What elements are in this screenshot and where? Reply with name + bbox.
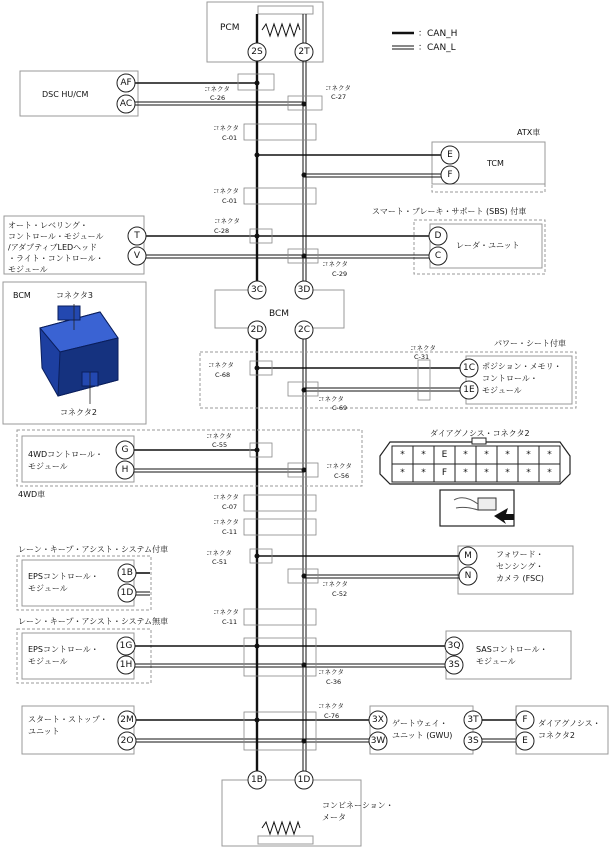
bcm-pin-2d: 2D [250, 325, 264, 335]
svg-text:ダイアグノシス・: ダイアグノシス・ [538, 719, 601, 728]
svg-text:C-69: C-69 [332, 404, 348, 412]
svg-text:コネクタ: コネクタ [410, 344, 436, 352]
meter-module [222, 771, 394, 846]
svg-text:EPSコントロール・: EPSコントロール・ [28, 572, 99, 581]
svg-text:モジュール: モジュール [28, 462, 68, 471]
legend [392, 29, 457, 53]
svg-text:コネクタ: コネクタ [322, 260, 348, 268]
connector-c76 [244, 701, 344, 750]
fourwd-pin-h: G [121, 445, 129, 455]
dlc-pin-label: F [441, 468, 448, 478]
svg-text:コネクタ: コネクタ [213, 187, 239, 195]
dlc-pin-label: * [547, 450, 552, 460]
svg-text:C-28: C-28 [214, 227, 230, 235]
dlc-pin-label: * [484, 468, 489, 478]
svg-text:C-07: C-07 [222, 503, 238, 511]
svg-text:C-26: C-26 [210, 94, 226, 102]
eps1-note: レーン・キープ・アシスト・システム付車 [18, 545, 169, 554]
gwu-module [369, 706, 516, 754]
svg-text:コネクタ: コネクタ [213, 608, 239, 616]
svg-text:モジュール: モジュール [28, 657, 68, 666]
legend-can-h: ：CAN_H [418, 29, 458, 39]
svg-text:C-56: C-56 [334, 472, 350, 480]
svg-text:ポジション・メモリ・: ポジション・メモリ・ [482, 362, 562, 371]
svg-text:コネクタ: コネクタ [318, 702, 344, 710]
fourwd-pin-l: H [121, 465, 129, 475]
dlc-pin-label: * [547, 468, 552, 478]
svg-text:C-51: C-51 [212, 558, 228, 566]
fsc-module [255, 546, 574, 594]
svg-text:C-01: C-01 [222, 197, 238, 205]
connector-c01-b [213, 186, 316, 205]
dlc-pin-label: E [441, 450, 448, 460]
svg-text:コネクタ: コネクタ [318, 395, 344, 403]
dlc-pin-label: * [463, 468, 468, 478]
bcm-pin-3d: 3D [297, 285, 311, 295]
dlc-pin-grid [392, 446, 560, 482]
connector-c07 [213, 492, 316, 511]
pcm-label: PCM [220, 23, 240, 33]
svg-text:モジュール: モジュール [476, 657, 516, 666]
eps2-pin-l: 1H [119, 660, 133, 670]
bcm-photo-panel [3, 282, 146, 424]
auto-level-pin-h: T [134, 231, 140, 241]
svg-text:C-55: C-55 [212, 441, 228, 449]
connector-c27 [288, 83, 351, 110]
tcm-note: ATX車 [517, 128, 541, 137]
diag-connector2-module [516, 706, 608, 754]
diag2-pin-l: E [522, 736, 528, 746]
svg-text:コネクタ: コネクタ [213, 518, 239, 526]
svg-text:コネクタ: コネクタ [204, 85, 230, 93]
svg-text:メータ: メータ [322, 813, 346, 822]
fsc-pin-l: N [464, 571, 472, 581]
connector-c55 [206, 431, 272, 457]
svg-text:ユニット: ユニット [28, 727, 60, 736]
svg-text:モジュール: モジュール [8, 265, 48, 274]
dlc-pin-label: * [463, 450, 468, 460]
svg-text:コンビネーション・: コンビネーション・ [322, 801, 394, 810]
dlc-pin-label: * [484, 450, 489, 460]
eps-lkas-module [17, 544, 168, 610]
can-trunk [257, 14, 306, 840]
fourwd-note: 4WD車 [18, 490, 46, 499]
meter-pin-l: 1D [297, 775, 311, 785]
bcm-pin-2c: 2C [297, 325, 311, 335]
connector-c68 [208, 360, 272, 379]
eps1-pin-h: 1B [121, 568, 133, 578]
svg-text:EPSコントロール・: EPSコントロール・ [28, 645, 99, 654]
svg-text:コネクタ2: コネクタ2 [538, 731, 575, 740]
tcm-pin-h: E [447, 150, 453, 160]
sas-pin-l: 3S [448, 660, 460, 670]
dlc-pin-label: * [421, 468, 426, 478]
svg-text:フォワード・: フォワード・ [496, 550, 544, 559]
svg-text:ゲートウェイ・: ゲートウェイ・ [392, 719, 448, 728]
svg-text:4WDコントロール・: 4WDコントロール・ [28, 450, 103, 459]
tcm-pin-l: F [447, 170, 453, 180]
bcm-label: BCM [269, 309, 290, 319]
pcm-pin-h: 2S [251, 47, 263, 57]
svg-text:C-52: C-52 [332, 590, 348, 598]
dlc-pin-label: * [526, 450, 531, 460]
dsc-pin-l: AC [119, 99, 133, 109]
gwu-pin-3x: 3X [372, 715, 384, 725]
gwu-pin-3t: 3T [467, 715, 479, 725]
gwu-pin-3s: 3S [467, 736, 479, 746]
svg-text:コントロール・モジュール: コントロール・モジュール [8, 232, 104, 241]
bcm-photo-title: BCM [13, 291, 31, 300]
svg-text:モジュール: モジュール [482, 386, 522, 395]
eps1-pin-l: 1D [120, 588, 134, 598]
sas-pin-h: 3Q [447, 641, 461, 651]
power-seat-pin-h: 1C [462, 363, 476, 373]
start-stop-module [22, 706, 370, 754]
svg-text:コネクタ: コネクタ [214, 217, 240, 225]
connector-c11-b [213, 607, 316, 626]
connector-c11-a [213, 517, 316, 536]
svg-text:モジュール: モジュール [28, 584, 68, 593]
connector-c01-a [213, 123, 316, 142]
svg-text:C-01: C-01 [222, 134, 238, 142]
eps-no-lkas-module [17, 616, 446, 683]
diag2-pin-h: F [522, 715, 528, 725]
svg-text:・ライト・コントロール・: ・ライト・コントロール・ [8, 254, 104, 263]
svg-text:C-29: C-29 [332, 270, 348, 278]
svg-text:コネクタ: コネクタ [325, 84, 351, 92]
startstop-pin-h: 2M [120, 715, 134, 725]
eps2-note: レーン・キープ・アシスト・システム無車 [18, 617, 169, 626]
power-seat-pin-l: 1E [463, 385, 475, 395]
svg-text:/アダプティブLEDヘッド: /アダプティブLEDヘッド [8, 243, 98, 252]
dlc-pin-label: * [421, 450, 426, 460]
pcm-pin-l: 2T [298, 47, 310, 57]
connector-c51 [206, 548, 272, 566]
svg-text:コネクタ: コネクタ [206, 549, 232, 557]
fsc-pin-h: M [464, 551, 472, 561]
tcm-module [255, 127, 546, 192]
dlc-pin-label: * [505, 468, 510, 478]
dsc-label: DSC HU/CM [42, 90, 89, 99]
startstop-pin-l: 2O [120, 736, 134, 746]
svg-text:カメラ (FSC): カメラ (FSC) [496, 574, 544, 583]
connector-c52 [288, 569, 348, 598]
dlc-pin-label: * [526, 468, 531, 478]
terminator-resistor-top [262, 24, 300, 36]
radar-label: レーダ・ユニット [456, 241, 520, 250]
svg-text:オート・レベリング・: オート・レベリング・ [8, 221, 88, 230]
sas-module [445, 631, 571, 679]
svg-text:スタート・ストップ・: スタート・ストップ・ [28, 715, 108, 724]
radar-pin-l: C [434, 251, 442, 261]
radar-pin-h: D [434, 231, 442, 241]
svg-text:コネクタ: コネクタ [322, 580, 348, 588]
gwu-pin-3w: 3W [370, 736, 386, 746]
svg-text:C-76: C-76 [324, 712, 340, 720]
svg-text:C-31: C-31 [414, 353, 430, 361]
fourwd-module [17, 430, 362, 499]
dlc-pin-label: * [400, 468, 405, 478]
connector-c26 [204, 74, 274, 102]
dlc-title: ダイアグノシス・コネクタ2 [430, 429, 530, 438]
eps2-pin-h: 1G [119, 641, 133, 651]
tcm-label: TCM [487, 159, 504, 168]
bcm-module [215, 281, 344, 339]
diagnosis-connector-graphic [380, 429, 570, 526]
svg-text:C-68: C-68 [215, 371, 231, 379]
bcm-photo-c2: コネクタ2 [60, 408, 97, 417]
svg-text:コネクタ: コネクタ [318, 668, 344, 676]
legend-can-l: ：CAN_L [418, 43, 456, 53]
svg-text:コネクタ: コネクタ [206, 432, 232, 440]
svg-text:コントロール・: コントロール・ [482, 374, 538, 383]
svg-text:コネクタ: コネクタ [326, 462, 352, 470]
power-seat-note: パワー・シート付車 [494, 339, 566, 348]
svg-text:コネクタ: コネクタ [213, 493, 239, 501]
radar-note: スマート・ブレーキ・サポート (SBS) 付車 [372, 207, 527, 216]
auto-leveling-module [4, 216, 146, 274]
connector-c56 [288, 461, 352, 480]
meter-pin-h: 1B [251, 775, 263, 785]
dlc-pin-label: * [400, 450, 405, 460]
svg-text:C-11: C-11 [222, 528, 238, 536]
dsc-pin-h: AF [120, 78, 132, 88]
svg-text:ユニット (GWU): ユニット (GWU) [392, 731, 453, 740]
dlc-pin-label: * [505, 450, 510, 460]
svg-text:C-27: C-27 [331, 93, 347, 101]
svg-text:コネクタ: コネクタ [208, 361, 234, 369]
bcm-photo-c3: コネクタ3 [56, 291, 93, 300]
dsc-module [20, 71, 307, 116]
svg-text:コネクタ: コネクタ [213, 124, 239, 132]
auto-level-pin-l: V [133, 251, 141, 261]
svg-text:SASコントロール・: SASコントロール・ [476, 645, 548, 654]
connector-c29 [288, 249, 348, 278]
svg-text:C-11: C-11 [222, 618, 238, 626]
bcm-pin-3c: 3C [250, 285, 264, 295]
connector-c28 [214, 216, 272, 243]
svg-text:C-36: C-36 [326, 678, 342, 686]
svg-text:センシング・: センシング・ [496, 562, 544, 571]
